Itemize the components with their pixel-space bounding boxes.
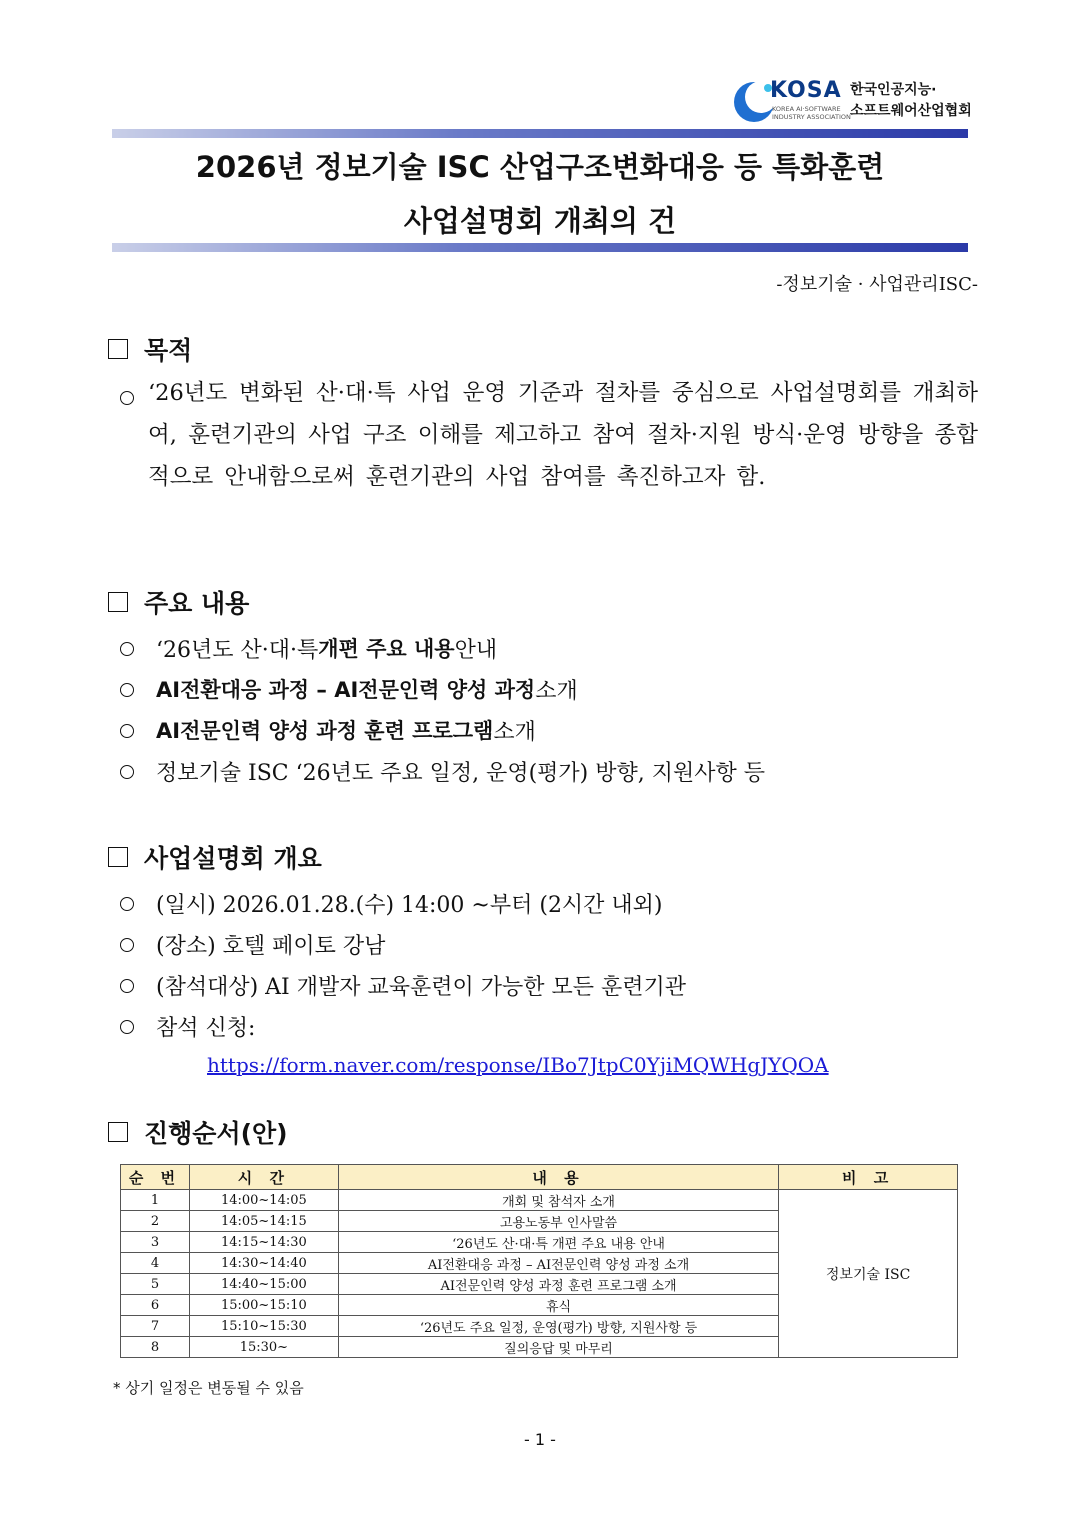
contents-item-text: ‘26년도 산·대·특 bbox=[156, 638, 319, 663]
logo-sub-line1: KOREA AI·SOFTWARE bbox=[772, 105, 841, 113]
contents-item bbox=[120, 715, 536, 746]
cell-content: ‘26년도 산·대·특 개편 주요 내용 안내 bbox=[338, 1232, 778, 1253]
bullet-circle-icon bbox=[120, 979, 134, 993]
contents-item-text: 소개 bbox=[493, 720, 536, 745]
logo-ko-line1: 한국인공지능· bbox=[850, 82, 937, 98]
bullet-circle-icon bbox=[120, 938, 134, 952]
cell-no: 6 bbox=[121, 1295, 190, 1316]
logo-ko-line2: 소프트웨어산업협회 bbox=[850, 103, 972, 119]
checkbox-square-icon bbox=[108, 847, 128, 867]
cell-content: 개회 및 참석자 소개 bbox=[338, 1190, 778, 1211]
column-header-time: 시 간 bbox=[189, 1165, 338, 1190]
cell-no: 2 bbox=[121, 1211, 190, 1232]
overview-item-place bbox=[120, 929, 385, 960]
cell-remark: 정보기술 ISC bbox=[779, 1190, 958, 1358]
department-label: -정보기술 · 사업관리ISC- bbox=[776, 274, 978, 295]
cell-time: 14:05~14:15 bbox=[189, 1211, 338, 1232]
cell-time: 14:00~14:05 bbox=[189, 1190, 338, 1211]
contents-item bbox=[120, 674, 578, 705]
table-header-row bbox=[121, 1165, 958, 1190]
document-title-line1: 2026년 정보기술 ISC 산업구조변화대응 등 특화훈련 bbox=[195, 150, 885, 184]
cell-no: 7 bbox=[121, 1316, 190, 1337]
section-heading-text: 사업설명회 개요 bbox=[144, 844, 322, 873]
logo-korean-name bbox=[850, 80, 972, 122]
cell-content: AI전환대응 과정 – AI전문인력 양성 과정 소개 bbox=[338, 1253, 778, 1274]
overview-item-apply bbox=[120, 1011, 255, 1042]
section-heading-text: 진행순서(안) bbox=[144, 1119, 288, 1148]
section-heading-text: 주요 내용 bbox=[144, 589, 250, 618]
cell-time: 14:15~14:30 bbox=[189, 1232, 338, 1253]
cell-content: 고용노동부 인사말씀 bbox=[338, 1211, 778, 1232]
section-heading-schedule bbox=[108, 1114, 288, 1150]
bullet-circle-icon bbox=[120, 391, 134, 405]
cell-time: 15:30~ bbox=[189, 1337, 338, 1358]
cell-time: 14:40~15:00 bbox=[189, 1274, 338, 1295]
cell-time: 14:30~14:40 bbox=[189, 1253, 338, 1274]
cell-no: 8 bbox=[121, 1337, 190, 1358]
bullet-circle-icon bbox=[120, 642, 134, 656]
overview-item-target bbox=[120, 970, 686, 1001]
overview-item-text: (일시) 2026.01.28.(수) 14:00 ~부터 (2시간 내외) bbox=[156, 893, 663, 918]
bullet-circle-icon bbox=[120, 765, 134, 779]
overview-item-text: (장소) 호텔 페이토 강남 bbox=[156, 934, 386, 959]
registration-link[interactable]: https://form.naver.com/response/IBo7JtpC0YjiMQWHgJYQOA bbox=[207, 1053, 829, 1077]
contents-item-bold: AI전환대응 과정 – AI전문인력 양성 과정 bbox=[156, 678, 536, 702]
cell-content: AI전문인력 양성 과정 훈련 프로그램 소개 bbox=[338, 1274, 778, 1295]
bullet-circle-icon bbox=[120, 683, 134, 697]
contents-item bbox=[120, 756, 765, 787]
logo-brand: KOSA bbox=[770, 78, 842, 103]
overview-item-text: 참석 신청: bbox=[156, 1016, 256, 1041]
cell-time: 15:10~15:30 bbox=[189, 1316, 338, 1337]
title-bar-top bbox=[112, 129, 968, 138]
column-header-no: 순 번 bbox=[121, 1165, 190, 1190]
contents-item-bold: AI전문인력 양성 과정 훈련 프로그램 bbox=[156, 719, 494, 743]
bullet-circle-icon bbox=[120, 724, 134, 738]
schedule-note: * 상기 일정은 변동될 수 있음 bbox=[113, 1379, 304, 1397]
checkbox-square-icon bbox=[108, 339, 128, 359]
table-row bbox=[121, 1190, 958, 1211]
contents-item-text: 정보기술 ISC ‘26년도 주요 일정, 운영(평가) 방향, 지원사항 등 bbox=[156, 761, 765, 786]
column-header-content: 내 용 bbox=[338, 1165, 778, 1190]
kosa-logo bbox=[732, 78, 982, 126]
page-number: - 1 - bbox=[524, 1430, 556, 1449]
cell-no: 4 bbox=[121, 1253, 190, 1274]
cell-no: 1 bbox=[121, 1190, 190, 1211]
contents-item-bold: 개편 주요 내용 bbox=[318, 637, 455, 661]
overview-item-text: (참석대상) AI 개발자 교육훈련이 가능한 모든 훈련기관 bbox=[156, 975, 686, 1000]
section-heading-contents bbox=[108, 584, 249, 620]
section-heading-purpose bbox=[108, 331, 192, 367]
column-header-remark: 비 고 bbox=[779, 1165, 958, 1190]
section-heading-overview bbox=[108, 839, 322, 875]
checkbox-square-icon bbox=[108, 592, 128, 612]
overview-item-date bbox=[120, 888, 663, 919]
purpose-paragraph: ‘26년도 변화된 산·대·특 사업 운영 기준과 절차를 중심으로 사업설명회를 개최하여, 훈련기관의 사업 구조 이해를 제고하고 참여 절차·지원 방식·운영 방향을 종합적으로 안내함으로써 훈련기관의 사업 참여를 촉진하고자 함. bbox=[148, 380, 978, 490]
contents-item-text: 안내 bbox=[454, 638, 498, 663]
cell-no: 3 bbox=[121, 1232, 190, 1253]
cell-content: ‘26년도 주요 일정, 운영(평가) 방향, 지원사항 등 bbox=[338, 1316, 778, 1337]
cell-content: 휴식 bbox=[338, 1295, 778, 1316]
logo-subtitle bbox=[772, 105, 851, 121]
checkbox-square-icon bbox=[108, 1122, 128, 1142]
logo-sub-line2: INDUSTRY ASSOCIATION bbox=[772, 113, 851, 121]
schedule-table bbox=[120, 1164, 958, 1358]
bullet-circle-icon bbox=[120, 897, 134, 911]
section-heading-text: 목적 bbox=[144, 336, 193, 365]
document-title-line2: 사업설명회 개최의 건 bbox=[403, 204, 677, 238]
cell-no: 5 bbox=[121, 1274, 190, 1295]
cell-time: 15:00~15:10 bbox=[189, 1295, 338, 1316]
title-bar-bottom bbox=[112, 243, 968, 252]
contents-item-text: 소개 bbox=[535, 679, 578, 704]
bullet-circle-icon bbox=[120, 1020, 134, 1034]
cell-content: 질의응답 및 마무리 bbox=[338, 1337, 778, 1358]
contents-item bbox=[120, 633, 497, 664]
